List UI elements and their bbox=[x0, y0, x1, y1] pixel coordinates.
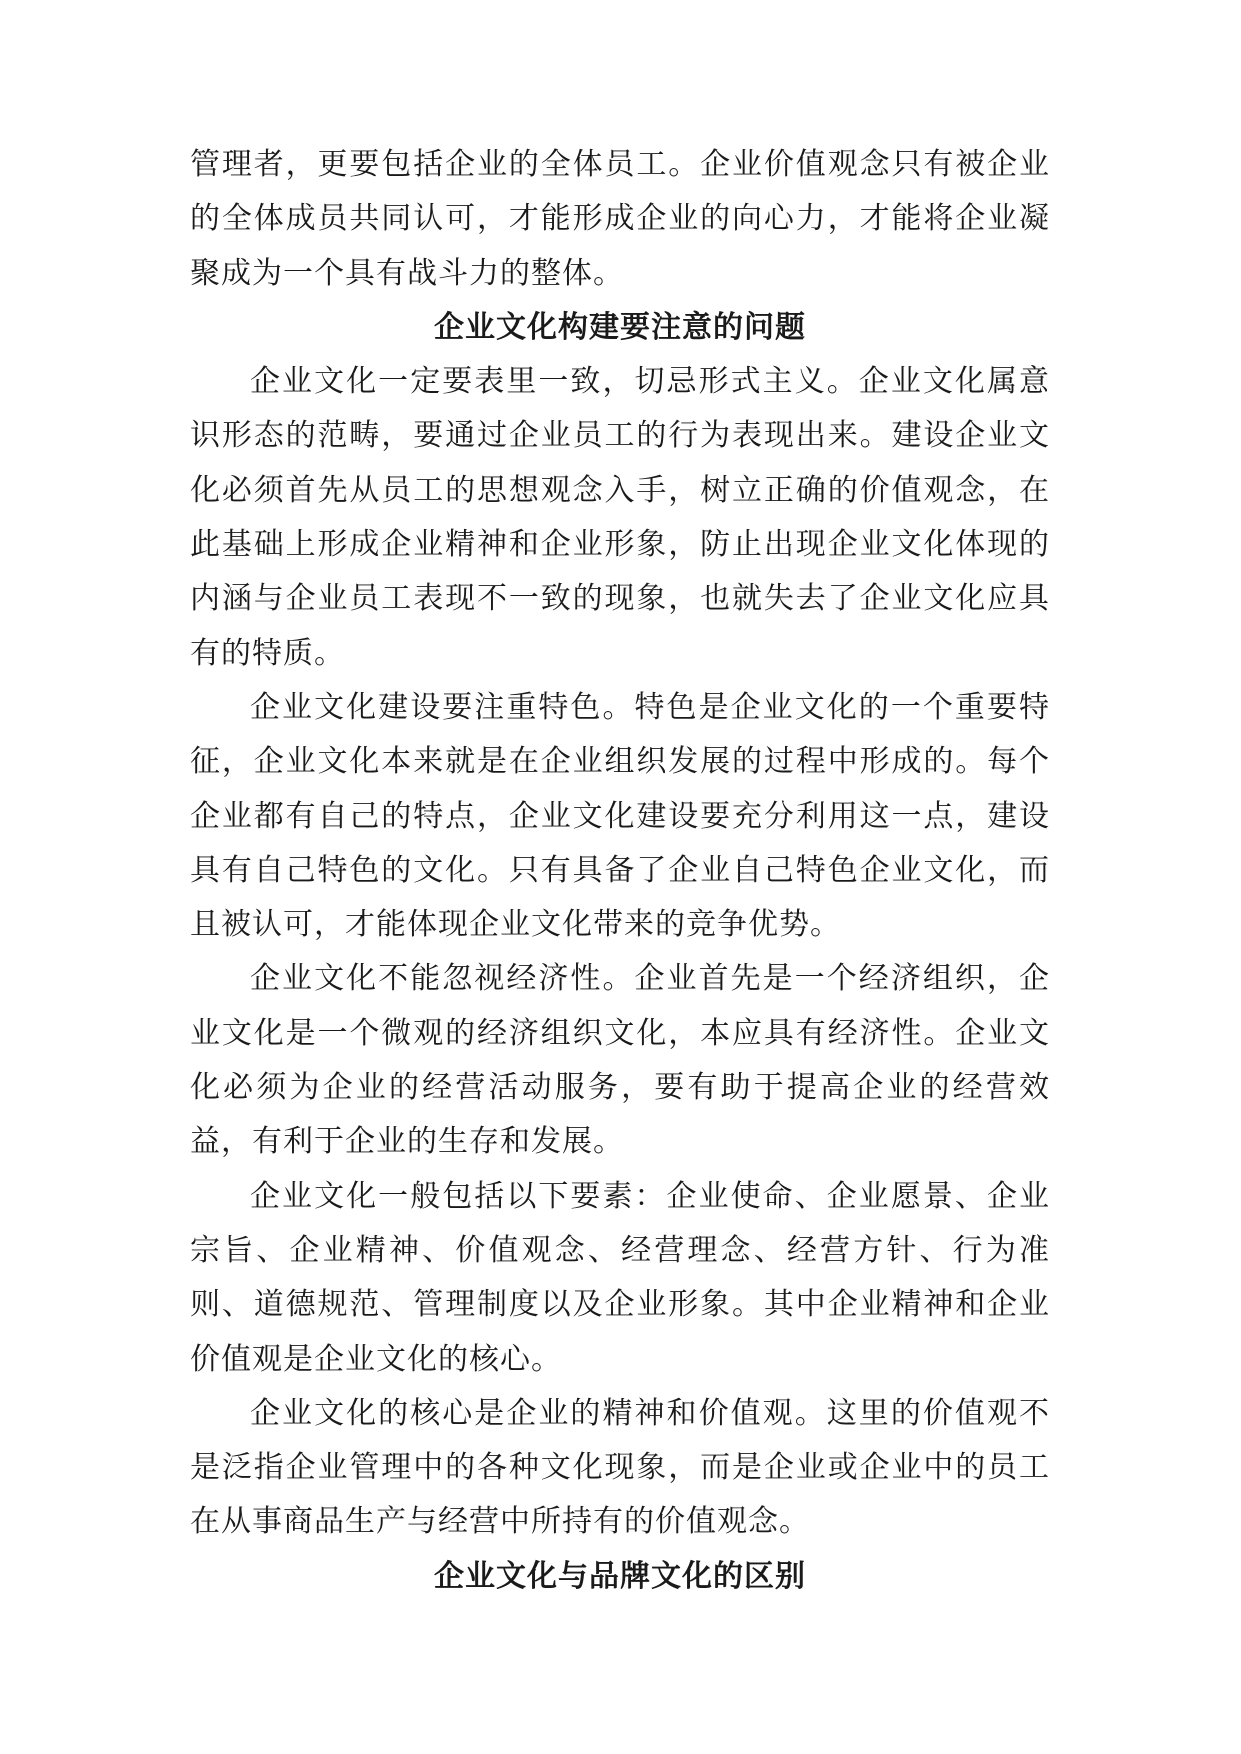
paragraph-consistency: 企业文化一定要表里一致，切忌形式主义。企业文化属意识形态的范畴，要通过企业员工的行为表现出来。建设企业文化必须首先从员工的思想观念入手，树立正确的价值观念，在此基础上形成企业精神和企业形象，防止出现企业文化体现的内涵与企业员工表现不一致的现象，也就失去了企业文化应具有的特质。 bbox=[190, 364, 1050, 671]
section-heading-culture-building-issues: 企业文化构建要注意的问题 bbox=[434, 309, 806, 345]
paragraph-intro-continuation: 管理者，更要包括企业的全体员工。企业价值观念只有被企业的全体成员共同认可，才能形成企业的向心力，才能将企业凝聚成为一个具有战斗力的整体。 bbox=[190, 147, 1050, 291]
section-heading-brand-culture-difference: 企业文化与品牌文化的区别 bbox=[434, 1558, 806, 1594]
paragraph-characteristics: 企业文化建设要注重特色。特色是企业文化的一个重要特征，企业文化本来就是在企业组织发展的过程中形成的。每个企业都有自己的特点，企业文化建设要充分利用这一点，建设具有自己特色的文化。只有具备了企业自己特色企业文化，而且被认可，才能体现企业文化带来的竞争优势。 bbox=[190, 689, 1050, 943]
document-page bbox=[190, 138, 1050, 1604]
paragraph-core-values: 企业文化的核心是企业的精神和价值观。这里的价值观不是泛指企业管理中的各种文化现象，而是企业或企业中的员工在从事商品生产与经营中所持有的价值观念。 bbox=[190, 1395, 1050, 1540]
paragraph-elements: 企业文化一般包括以下要素：企业使命、企业愿景、企业宗旨、企业精神、价值观念、经营理念、经营方针、行为准则、道德规范、管理制度以及企业形象。其中企业精神和企业价值观是企业文化的核心。 bbox=[190, 1178, 1050, 1377]
paragraph-economic: 企业文化不能忽视经济性。企业首先是一个经济组织，企业文化是一个微观的经济组织文化，本应具有经济性。企业文化必须为企业的经营活动服务，要有助于提高企业的经营效益，有利于企业的生存和发展。 bbox=[190, 961, 1050, 1160]
